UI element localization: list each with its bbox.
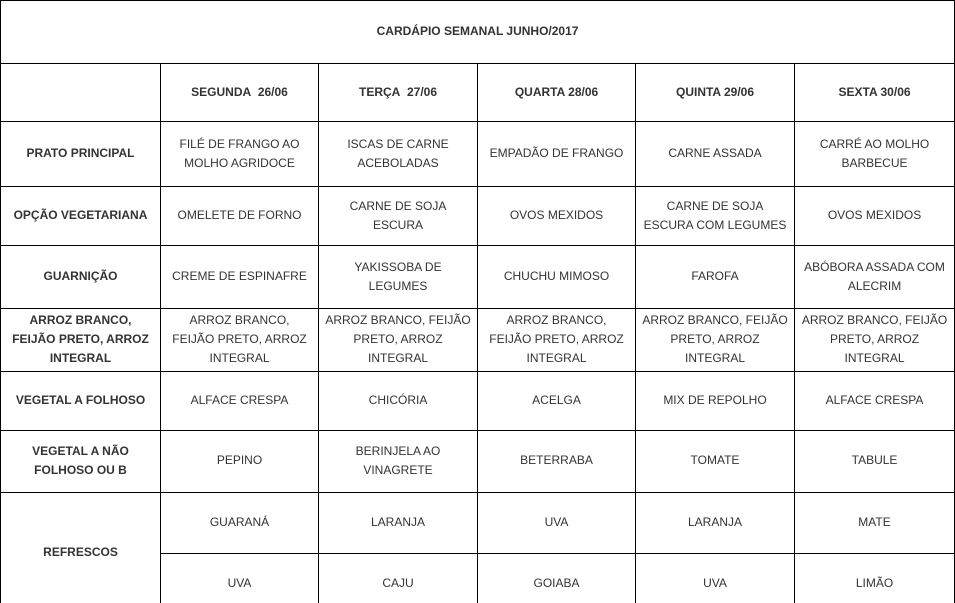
menu-cell: LARANJA bbox=[319, 492, 478, 553]
menu-cell: ACELGA bbox=[478, 371, 636, 430]
menu-cell: YAKISSOBA DE LEGUMES bbox=[319, 246, 478, 309]
menu-cell: CHICÓRIA bbox=[319, 371, 478, 430]
row-vegetal-nao-folhoso bbox=[1, 430, 955, 492]
menu-cell: UVA bbox=[161, 553, 319, 603]
menu-cell: GUARANÁ bbox=[161, 492, 319, 553]
day-header-terca: TERÇA 27/06 bbox=[319, 64, 478, 122]
menu-cell: OMELETE DE FORNO bbox=[161, 187, 319, 246]
row-guarnicao bbox=[1, 246, 955, 309]
menu-cell: MIX DE REPOLHO bbox=[636, 371, 795, 430]
menu-cell: BETERRABA bbox=[478, 430, 636, 492]
row-prato-principal bbox=[1, 122, 955, 187]
page-title: CARDÁPIO SEMANAL JUNHO/2017 bbox=[1, 1, 955, 64]
menu-cell: CREME DE ESPINAFRE bbox=[161, 246, 319, 309]
menu-cell: CAJU bbox=[319, 553, 478, 603]
menu-cell: ABÓBORA ASSADA COM ALECRIM bbox=[795, 246, 955, 309]
menu-cell: PEPINO bbox=[161, 430, 319, 492]
menu-cell: CARNE DE SOJA ESCURA bbox=[319, 187, 478, 246]
day-header-quinta: QUINTA 29/06 bbox=[636, 64, 795, 122]
menu-cell: CARNE ASSADA bbox=[636, 122, 795, 187]
title-row bbox=[1, 1, 955, 64]
menu-cell: TOMATE bbox=[636, 430, 795, 492]
menu-cell: UVA bbox=[478, 492, 636, 553]
menu-cell: ARROZ BRANCO, FEIJÃO PRETO, ARROZ INTEGRAL bbox=[636, 309, 795, 372]
menu-cell: ISCAS DE CARNE ACEBOLADAS bbox=[319, 122, 478, 187]
menu-cell: ARROZ BRANCO, FEIJÃO PRETO, ARROZ INTEGRAL bbox=[161, 309, 319, 372]
menu-cell: CARRÉ AO MOLHO BARBECUE bbox=[795, 122, 955, 187]
row-arroz-feijao bbox=[1, 309, 955, 372]
menu-cell: ARROZ BRANCO, FEIJÃO PRETO, ARROZ INTEGRAL bbox=[478, 309, 636, 372]
row-label-vegetal-nao-folhoso: VEGETAL A NÃO FOLHOSO OU B bbox=[1, 430, 161, 492]
day-header-segunda: SEGUNDA 26/06 bbox=[161, 64, 319, 122]
menu-cell: UVA bbox=[636, 553, 795, 603]
row-label-refrescos: REFRESCOS bbox=[1, 492, 161, 603]
menu-cell: LIMÃO bbox=[795, 553, 955, 603]
row-label-guarnicao: GUARNIÇÃO bbox=[1, 246, 161, 309]
row-label-prato-principal: PRATO PRINCIPAL bbox=[1, 122, 161, 187]
menu-cell: OVOS MEXIDOS bbox=[795, 187, 955, 246]
row-vegetal-folhoso bbox=[1, 371, 955, 430]
menu-cell: FILÉ DE FRANGO AO MOLHO AGRIDOCE bbox=[161, 122, 319, 187]
row-opcao-vegetariana bbox=[1, 187, 955, 246]
menu-cell: ALFACE CRESPA bbox=[161, 371, 319, 430]
menu-cell: ARROZ BRANCO, FEIJÃO PRETO, ARROZ INTEGRAL bbox=[319, 309, 478, 372]
menu-cell: BERINJELA AO VINAGRETE bbox=[319, 430, 478, 492]
row-label-opcao-vegetariana: OPÇÃO VEGETARIANA bbox=[1, 187, 161, 246]
menu-cell: OVOS MEXIDOS bbox=[478, 187, 636, 246]
day-header-quarta: QUARTA 28/06 bbox=[478, 64, 636, 122]
menu-cell: LARANJA bbox=[636, 492, 795, 553]
menu-cell: CHUCHU MIMOSO bbox=[478, 246, 636, 309]
menu-cell: ARROZ BRANCO, FEIJÃO PRETO, ARROZ INTEGRAL bbox=[795, 309, 955, 372]
menu-cell: ALFACE CRESPA bbox=[795, 371, 955, 430]
menu-cell: MATE bbox=[795, 492, 955, 553]
header-row bbox=[1, 64, 955, 122]
menu-cell: TABULE bbox=[795, 430, 955, 492]
row-label-vegetal-folhoso: VEGETAL A FOLHOSO bbox=[1, 371, 161, 430]
row-label-arroz-feijao: ARROZ BRANCO, FEIJÃO PRETO, ARROZ INTEGRAL bbox=[1, 309, 161, 372]
menu-cell: FAROFA bbox=[636, 246, 795, 309]
menu-cell: EMPADÃO DE FRANGO bbox=[478, 122, 636, 187]
menu-cell: GOIABA bbox=[478, 553, 636, 603]
menu-cell: CARNE DE SOJA ESCURA COM LEGUMES bbox=[636, 187, 795, 246]
day-header-sexta: SEXTA 30/06 bbox=[795, 64, 955, 122]
row-refrescos-1 bbox=[1, 492, 955, 553]
corner-cell bbox=[1, 64, 161, 122]
